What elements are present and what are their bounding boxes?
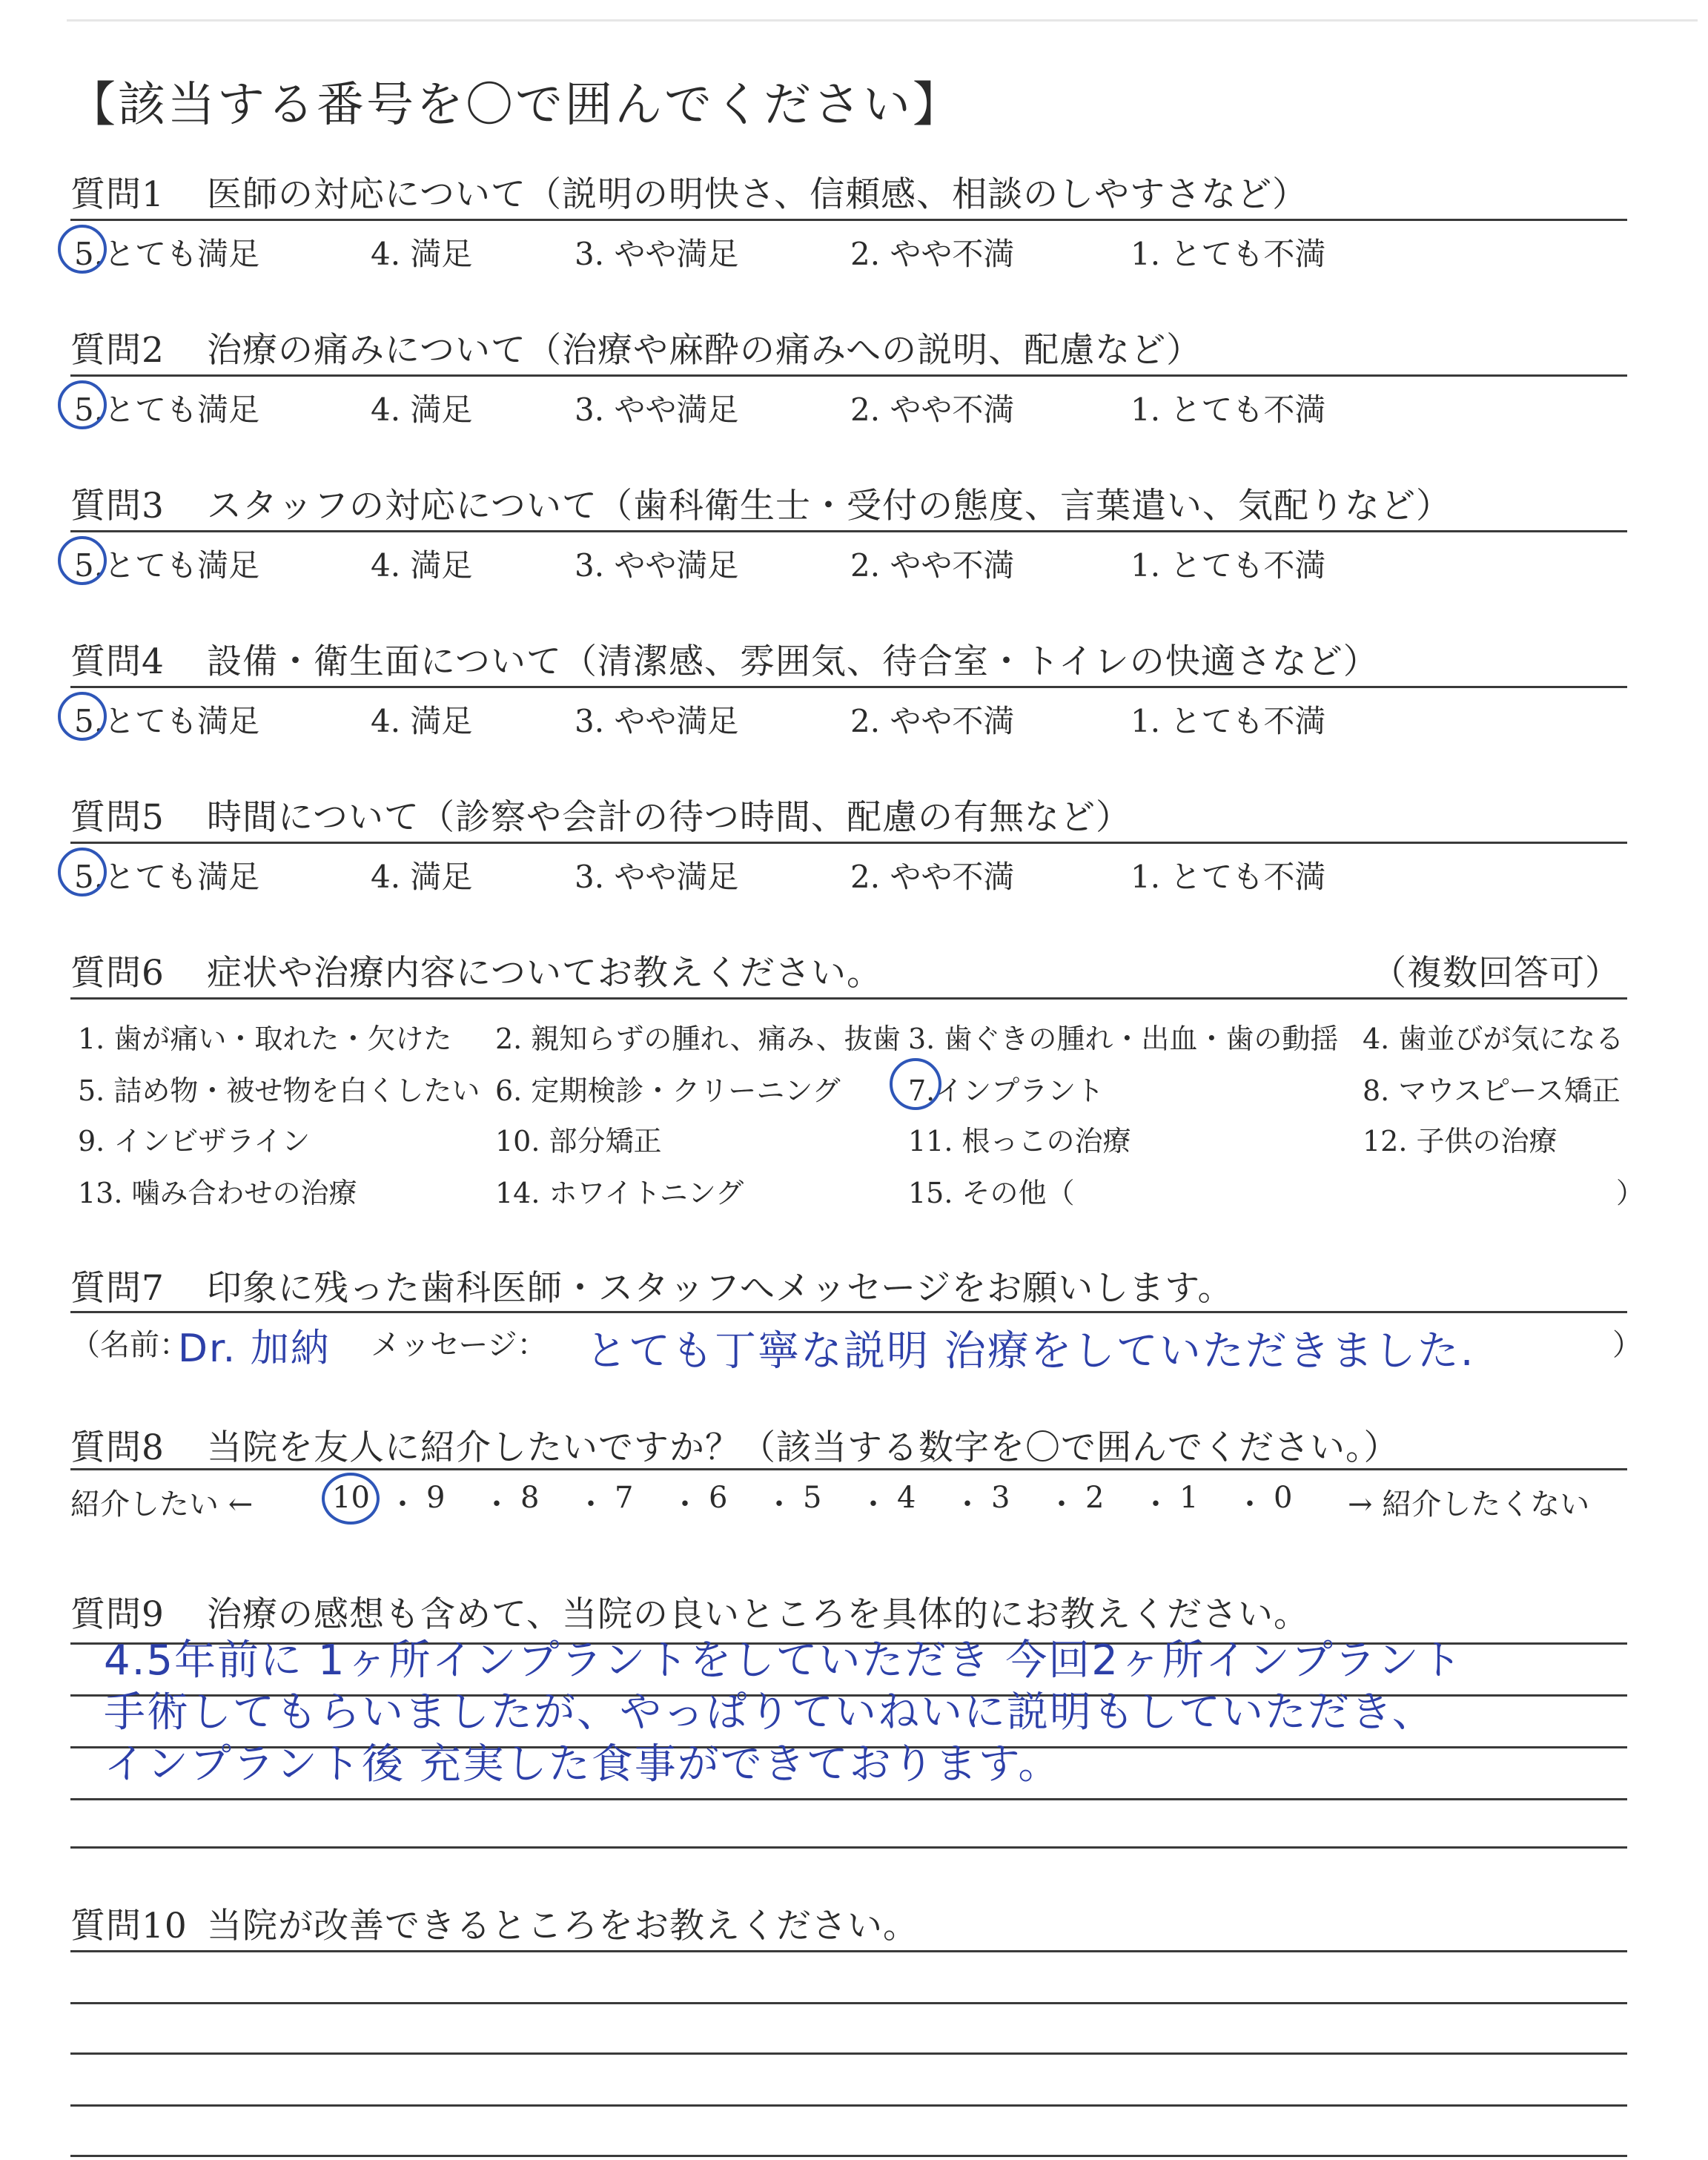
q4-option-3[interactable]: 3. やや満足 bbox=[575, 703, 739, 739]
q1-option-3[interactable]: 3. やや満足 bbox=[575, 236, 739, 272]
q3-number: 質問3 bbox=[70, 486, 165, 526]
q2-option-5[interactable]: 5.とても満足 bbox=[74, 392, 260, 428]
q10-text: 当院が改善できるところをお教えください。 bbox=[207, 1906, 918, 1946]
q3-option-1[interactable]: 1. とても不満 bbox=[1131, 547, 1326, 584]
q8-separator: ・ bbox=[953, 1487, 982, 1522]
q1-option-2[interactable]: 2. やや不満 bbox=[850, 236, 1015, 272]
q6-option-11[interactable]: 11. 根っこの治療 bbox=[908, 1125, 1131, 1157]
q9-text: 治療の感想も含めて、当院の良いところを具体的にお教えください。 bbox=[207, 1594, 1310, 1635]
q6-option-8[interactable]: 8. マウスピース矯正 bbox=[1363, 1074, 1621, 1107]
q8-separator: ・ bbox=[1047, 1487, 1076, 1522]
q5-option-3[interactable]: 3. やや満足 bbox=[575, 859, 739, 895]
q8-text: 当院を友人に紹介したいですか？（該当する数字を〇で囲んでください。） bbox=[207, 1427, 1400, 1468]
q8-separator: ・ bbox=[1141, 1487, 1171, 1522]
q7-text: 印象に残った歯科医師・スタッフへメッセージをお願いします。 bbox=[207, 1268, 1234, 1309]
q7-name-handwritten: Dr. 加納 bbox=[178, 1327, 331, 1371]
q2-rule bbox=[70, 374, 1627, 377]
q8-scale-8[interactable]: 8 bbox=[520, 1481, 540, 1515]
q2-option-3[interactable]: 3. やや満足 bbox=[575, 392, 739, 428]
q10-line-1 bbox=[70, 1950, 1627, 1952]
q8-right-label: → 紹介したくない bbox=[1348, 1487, 1590, 1522]
q8-scale-4[interactable]: 4 bbox=[897, 1481, 916, 1515]
top-border bbox=[67, 19, 1698, 22]
q10-line-5 bbox=[70, 2155, 1627, 2157]
q3-option-3[interactable]: 3. やや満足 bbox=[575, 547, 739, 584]
q6-header bbox=[70, 945, 882, 995]
q7-name-label: （名前： bbox=[70, 1328, 189, 1362]
form-title: 【該当する番号を〇で囲んでください】 bbox=[68, 78, 962, 133]
q3-rule bbox=[70, 530, 1627, 532]
q5-option-4[interactable]: 4. 満足 bbox=[371, 859, 473, 895]
q6-option-3[interactable]: 3. 歯ぐきの腫れ・出血・歯の動揺 bbox=[908, 1023, 1339, 1055]
q5-header bbox=[70, 790, 1131, 839]
q8-scale-7[interactable]: 7 bbox=[615, 1481, 634, 1515]
q8-separator: ・ bbox=[858, 1487, 888, 1522]
q9-line-5 bbox=[70, 1846, 1627, 1849]
q1-rule bbox=[70, 219, 1627, 221]
q6-other-close-paren: ） bbox=[1616, 1177, 1645, 1209]
q7-message-handwritten: とても丁寧な説明 治療をしていただきました. bbox=[586, 1327, 1475, 1375]
q3-option-4[interactable]: 4. 満足 bbox=[371, 547, 473, 584]
q6-option-6[interactable]: 6. 定期検診・クリーニング bbox=[495, 1074, 841, 1107]
q1-selected-circle bbox=[58, 225, 107, 274]
q8-number: 質問8 bbox=[70, 1427, 165, 1468]
q1-option-5[interactable]: 5.とても満足 bbox=[74, 236, 260, 272]
q9-answer-line-2: 手術してもらいましたが、やっぱりていねいに説明もしていただき、 bbox=[104, 1688, 1435, 1737]
q3-header bbox=[70, 478, 1452, 528]
q6-option-2[interactable]: 2. 親知らずの腫れ、痛み、抜歯 bbox=[495, 1023, 901, 1055]
q8-left-label: 紹介したい ← bbox=[70, 1487, 254, 1522]
q5-option-2[interactable]: 2. やや不満 bbox=[850, 859, 1015, 895]
q2-text: 治療の痛みについて（治療や麻酔の痛みへの説明、配慮など） bbox=[207, 330, 1202, 371]
q6-option-4[interactable]: 4. 歯並びが気になる bbox=[1363, 1023, 1624, 1055]
q4-number: 質問4 bbox=[70, 641, 165, 682]
q8-separator: ・ bbox=[576, 1487, 606, 1522]
q6-rule bbox=[70, 997, 1627, 1000]
q4-selected-circle bbox=[58, 692, 107, 741]
q10-line-4 bbox=[70, 2104, 1627, 2107]
q6-number: 質問6 bbox=[70, 953, 165, 994]
q8-scale-5[interactable]: 5 bbox=[803, 1481, 822, 1515]
q9-line-4 bbox=[70, 1798, 1627, 1800]
q2-option-2[interactable]: 2. やや不満 bbox=[850, 392, 1015, 428]
q6-option-15[interactable]: 15. その他（ bbox=[908, 1177, 1075, 1209]
q2-option-1[interactable]: 1. とても不満 bbox=[1131, 392, 1326, 428]
q1-text: 医師の対応について（説明の明快さ、信頼感、相談のしやすさなど） bbox=[207, 174, 1308, 215]
q4-option-4[interactable]: 4. 満足 bbox=[371, 703, 473, 739]
q8-separator: ・ bbox=[670, 1487, 700, 1522]
q8-header bbox=[70, 1420, 1400, 1470]
q5-number: 質問5 bbox=[70, 797, 165, 838]
q5-rule bbox=[70, 842, 1627, 844]
q3-option-2[interactable]: 2. やや不満 bbox=[850, 547, 1015, 584]
q1-header bbox=[70, 167, 1308, 217]
q5-selected-circle bbox=[58, 848, 107, 896]
q4-text: 設備・衛生面について（清潔感、雰囲気、待合室・トイレの快適さなど） bbox=[207, 641, 1379, 682]
q1-option-1[interactable]: 1. とても不満 bbox=[1131, 236, 1326, 272]
q10-line-3 bbox=[70, 2052, 1627, 2055]
q1-number: 質問1 bbox=[70, 174, 165, 215]
q2-option-4[interactable]: 4. 満足 bbox=[371, 392, 473, 428]
q4-option-5[interactable]: 5.とても満足 bbox=[74, 703, 260, 739]
q5-text: 時間について（診察や会計の待つ時間、配慮の有無など） bbox=[207, 797, 1132, 838]
q6-option-9[interactable]: 9. インビザライン bbox=[78, 1125, 311, 1157]
q6-option-10[interactable]: 10. 部分矯正 bbox=[495, 1125, 662, 1157]
q7-number: 質問7 bbox=[70, 1268, 165, 1309]
q9-answer-line-1: 4.5年前に 1ヶ所インプラントをしていただき 今回2ヶ所インプラント bbox=[104, 1636, 1463, 1685]
q8-scale-10[interactable]: 10 bbox=[332, 1481, 370, 1515]
q8-separator: ・ bbox=[482, 1487, 512, 1522]
q8-separator: ・ bbox=[1235, 1487, 1265, 1522]
q4-rule bbox=[70, 686, 1627, 688]
q8-scale-3[interactable]: 3 bbox=[991, 1481, 1010, 1515]
q8-scale-9[interactable]: 9 bbox=[426, 1481, 446, 1515]
q8-scale-1[interactable]: 1 bbox=[1179, 1481, 1199, 1515]
q4-header bbox=[70, 634, 1379, 684]
q6-note: （複数回答可） bbox=[1371, 953, 1621, 994]
q4-option-1[interactable]: 1. とても不満 bbox=[1131, 703, 1326, 739]
q7-close-paren: ） bbox=[1612, 1328, 1642, 1362]
q5-option-1[interactable]: 1. とても不満 bbox=[1131, 859, 1326, 895]
q8-scale-0[interactable]: 0 bbox=[1274, 1481, 1293, 1515]
q5-option-5[interactable]: 5.とても満足 bbox=[74, 859, 260, 895]
q8-separator: ・ bbox=[764, 1487, 794, 1522]
q6-selected-circle bbox=[890, 1058, 941, 1110]
q8-separator: ・ bbox=[388, 1487, 417, 1522]
q7-rule bbox=[70, 1311, 1627, 1313]
q7-header bbox=[70, 1261, 1233, 1310]
q1-option-4[interactable]: 4. 満足 bbox=[371, 236, 473, 272]
q2-number: 質問2 bbox=[70, 330, 165, 371]
q6-option-12[interactable]: 12. 子供の治療 bbox=[1363, 1125, 1558, 1157]
q6-text: 症状や治療内容についてお教えください。 bbox=[207, 953, 883, 994]
q8-scale-6[interactable]: 6 bbox=[709, 1481, 728, 1515]
q10-header bbox=[70, 1898, 918, 1948]
q3-selected-circle bbox=[58, 536, 107, 585]
q9-number: 質問9 bbox=[70, 1594, 165, 1635]
q3-text: スタッフの対応について（歯科衛生士・受付の態度、言葉遣い、気配りなど） bbox=[207, 486, 1452, 526]
q6-option-13[interactable]: 13. 噛み合わせの治療 bbox=[78, 1177, 357, 1209]
q3-option-5[interactable]: 5.とても満足 bbox=[74, 547, 260, 584]
q6-option-14[interactable]: 14. ホワイトニング bbox=[495, 1177, 744, 1209]
q9-answer-line-3: インプラント後 充実した食事ができております。 bbox=[104, 1740, 1062, 1789]
q7-message-label: メッセージ： bbox=[371, 1328, 547, 1362]
q6-option-5[interactable]: 5. 詰め物・被せ物を白くしたい bbox=[78, 1074, 480, 1107]
q6-option-1[interactable]: 1. 歯が痛い・取れた・欠けた bbox=[78, 1023, 452, 1055]
q8-rule bbox=[70, 1468, 1627, 1470]
q10-line-2 bbox=[70, 2002, 1627, 2004]
q10-number: 質問10 bbox=[70, 1906, 188, 1946]
q8-selected-circle bbox=[322, 1473, 380, 1525]
q8-scale-2[interactable]: 2 bbox=[1085, 1481, 1105, 1515]
q2-header bbox=[70, 323, 1202, 372]
q2-selected-circle bbox=[58, 380, 107, 429]
q4-option-2[interactable]: 2. やや不満 bbox=[850, 703, 1015, 739]
q6-option-7[interactable]: 7.インプラント bbox=[908, 1074, 1105, 1107]
